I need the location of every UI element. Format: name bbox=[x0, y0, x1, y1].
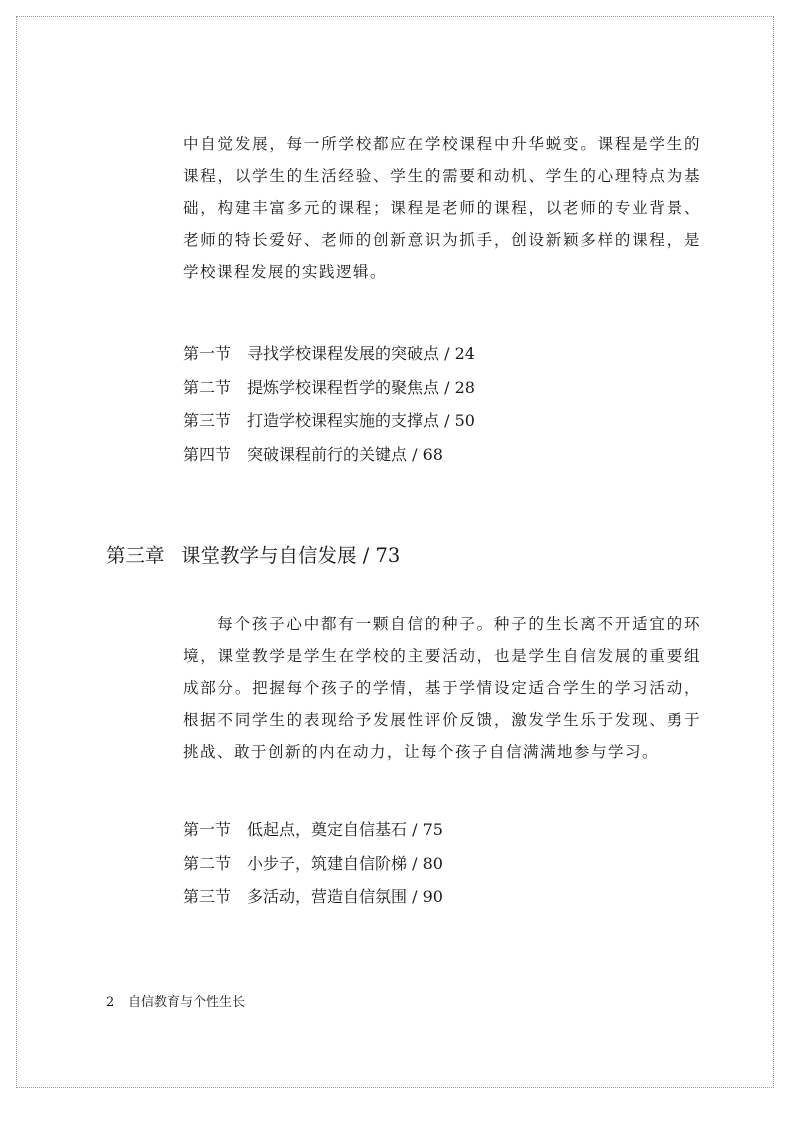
toc-section-number: 第二节 bbox=[183, 377, 232, 397]
toc-section-number: 第一节 bbox=[183, 820, 232, 839]
footer-book-title: 自信教育与个性生长 bbox=[128, 995, 246, 1010]
chapter2-intro-paragraph: 中自觉发展，每一所学校都应在学校课程中升华蜕变。课程是学生的课程，以学生的生活经验、学生的需要和动机、学生的心理特点为基础，构建丰富多元的课程；课程是老师的课程，以老师的专业背景、老师的特长爱好、老师的创新意识为抓手，创设新颖多样的课程，是学校课程发展的实践逻辑。 bbox=[183, 135, 701, 281]
toc-section-number: 第一节 bbox=[183, 344, 232, 363]
chapter3-intro-paragraph bbox=[183, 608, 701, 768]
toc-section-title: 小步子，筑建自信阶梯 bbox=[247, 853, 408, 873]
toc-section-title: 低起点，奠定自信基石 bbox=[247, 820, 408, 839]
chapter2-toc-list bbox=[183, 337, 475, 471]
footer-page-number: 2 bbox=[106, 995, 115, 1010]
chapter-page-ref: / 73 bbox=[362, 544, 401, 567]
toc-page-ref: / 80 bbox=[412, 853, 443, 873]
toc-page-ref: / 50 bbox=[444, 411, 475, 430]
toc-section-number: 第三节 bbox=[183, 887, 232, 906]
toc-section-number: 第三节 bbox=[183, 411, 232, 430]
toc-entry[interactable] bbox=[183, 438, 475, 472]
toc-section-title: 突破课程前行的关键点 bbox=[247, 444, 408, 464]
toc-page-ref: / 90 bbox=[412, 887, 443, 906]
chapter3-toc-list bbox=[183, 813, 443, 914]
toc-entry[interactable] bbox=[183, 337, 475, 371]
toc-section-title: 提炼学校课程哲学的聚焦点 bbox=[247, 377, 440, 397]
toc-page-ref: / 28 bbox=[444, 377, 475, 397]
toc-section-title: 多活动，营造自信氛围 bbox=[247, 887, 408, 906]
toc-entry[interactable] bbox=[183, 404, 475, 438]
chapter-title: 课堂教学与自信发展 bbox=[181, 544, 357, 567]
chapter-number: 第三章 bbox=[106, 544, 165, 567]
toc-section-title: 寻找学校课程发展的突破点 bbox=[247, 344, 440, 363]
chapter3-paragraph-text: 每个孩子心中都有一颗自信的种子。种子的生长离不开适宜的环境，课堂教学是学生在学校的主要活动，也是学生自信发展的重要组成部分。把握每个孩子的学情，基于学情设定适合学生的学习活动，根据不同学生的表现给予发展性评价反馈，激发学生乐于发现、勇于挑战、敢于创新的内在动力，让每个孩子自信满满地参与学习。 bbox=[183, 615, 701, 761]
toc-entry[interactable] bbox=[183, 880, 443, 914]
toc-entry[interactable] bbox=[183, 813, 443, 847]
toc-entry[interactable] bbox=[183, 847, 443, 881]
toc-section-number: 第二节 bbox=[183, 853, 232, 873]
toc-section-number: 第四节 bbox=[183, 444, 232, 464]
page-footer bbox=[106, 991, 245, 1010]
chapter3-heading[interactable] bbox=[106, 540, 400, 568]
toc-section-title: 打造学校课程实施的支撑点 bbox=[247, 411, 440, 430]
toc-page-ref: / 24 bbox=[444, 344, 475, 363]
toc-page-ref: / 68 bbox=[412, 444, 443, 464]
toc-entry[interactable] bbox=[183, 371, 475, 405]
toc-page-ref: / 75 bbox=[412, 820, 443, 839]
